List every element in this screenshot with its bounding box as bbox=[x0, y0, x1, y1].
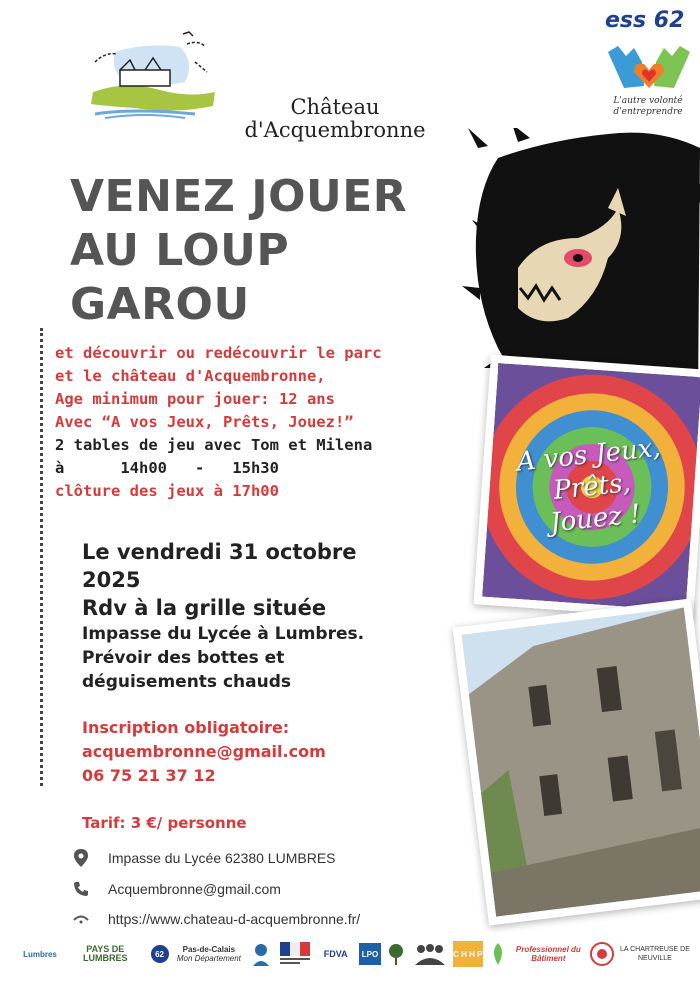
meeting-address: Impasse du Lycée à Lumbres. bbox=[82, 624, 365, 644]
headline-line3: GAROU bbox=[70, 279, 250, 330]
sponsor-pas-de-calais-sub: Mon Département bbox=[176, 954, 241, 963]
contact-website-row bbox=[70, 907, 450, 931]
sponsor-fdva-logo: FDVA bbox=[323, 948, 348, 959]
ess-tagline-line1: L'autre volonté bbox=[613, 96, 683, 106]
chateau-logo bbox=[75, 22, 230, 122]
castle-photo bbox=[453, 598, 700, 925]
sponsor-pas-de-calais-logo bbox=[174, 939, 244, 969]
info-line-2: et le château d'Acquembronne, bbox=[55, 367, 326, 385]
sponsor-batiment-logo: Professionnel du Bâtiment bbox=[515, 945, 581, 963]
contact-address-row bbox=[70, 846, 450, 870]
sponsor-62-logo: 62 bbox=[151, 945, 169, 963]
sponsor-chartreuse-logo: LA CHARTREUSE DE NEUVILLE bbox=[619, 946, 690, 962]
contact-website[interactable]: https://www.chateau-d-acquembronne.fr/ bbox=[108, 911, 361, 927]
registration-email[interactable]: acquembronne@gmail.com bbox=[82, 742, 326, 761]
headline-line1: VENEZ JOUER bbox=[70, 171, 408, 222]
registration-block bbox=[82, 716, 442, 788]
sponsor-strip bbox=[20, 934, 690, 974]
wifi-icon bbox=[70, 908, 92, 930]
registration-label: Inscription obligatoire: bbox=[82, 718, 290, 737]
headline-line2: AU LOUP bbox=[70, 225, 290, 276]
ess-logo-title: ess 62 bbox=[605, 8, 685, 33]
chateau-name-line1: Château bbox=[290, 95, 380, 119]
sponsor-lpo-logo: LPO bbox=[359, 943, 381, 965]
note-line2: déguisements chauds bbox=[82, 672, 291, 692]
sponsor-lumbres-logo: Lumbres bbox=[23, 949, 57, 959]
registration-phone[interactable]: 06 75 21 37 12 bbox=[82, 766, 216, 785]
contact-email-row bbox=[70, 877, 450, 901]
event-date-line1: Le vendredi 31 octobre bbox=[82, 540, 357, 564]
info-line-6: à 14h00 - 15h30 bbox=[55, 459, 279, 477]
sponsor-pays-de-lumbres-logo: PAYS DE LUMBRES bbox=[83, 944, 128, 963]
game-text-line1: A vos Jeux, bbox=[515, 432, 663, 478]
chateau-name-line2: d'Acquembronne bbox=[244, 118, 426, 142]
sponsor-republique-icon bbox=[278, 940, 312, 968]
event-date-line2: 2025 bbox=[82, 568, 141, 592]
location-pin-icon bbox=[70, 847, 92, 869]
ess-tagline bbox=[598, 96, 698, 118]
event-info bbox=[55, 342, 455, 503]
game-photo-text bbox=[478, 360, 700, 614]
sponsor-badge-icon bbox=[589, 941, 615, 967]
hands-heart-icon bbox=[604, 42, 694, 94]
castle-wall-image bbox=[462, 607, 700, 916]
info-line-7: clôture des jeux à 17h00 bbox=[55, 482, 279, 500]
event-date-block bbox=[82, 538, 442, 694]
headline bbox=[70, 170, 470, 332]
game-text-line3: Jouez ! bbox=[548, 499, 642, 539]
phone-icon bbox=[70, 878, 92, 900]
game-photo bbox=[474, 355, 700, 620]
info-line-5: 2 tables de jeu avec Tom et Milena bbox=[55, 436, 373, 454]
contact-address: Impasse du Lycée 62380 LUMBRES bbox=[108, 850, 336, 866]
note-line1: Prévoir des bottes et bbox=[82, 648, 285, 668]
sponsor-tree-icon bbox=[386, 941, 406, 967]
info-line-3: Age minimum pour jouer: 12 ans bbox=[55, 390, 335, 408]
sponsor-pas-de-calais-name: Pas-de-Calais bbox=[182, 945, 236, 954]
sponsor-people-icon bbox=[412, 941, 448, 967]
dotted-divider bbox=[40, 328, 43, 786]
price: Tarif: 3 €/ personne bbox=[82, 814, 247, 832]
sponsor-marianne-icon bbox=[249, 940, 273, 968]
info-line-1: et découvrir ou redécouvrir le parc bbox=[55, 344, 382, 362]
sponsor-chhp-logo: C H H P bbox=[453, 941, 483, 967]
meeting-point: Rdv à la grille située bbox=[82, 596, 327, 620]
sponsor-leaf-icon bbox=[488, 941, 508, 967]
ess-tagline-line2: d'entreprendre bbox=[613, 107, 683, 117]
contact-email[interactable]: Acquembronne@gmail.com bbox=[108, 881, 281, 897]
chateau-name bbox=[230, 96, 440, 142]
game-text-line2: Prêts, bbox=[551, 468, 633, 506]
info-line-4: Avec “A vos Jeux, Prêts, Jouez!” bbox=[55, 413, 354, 431]
